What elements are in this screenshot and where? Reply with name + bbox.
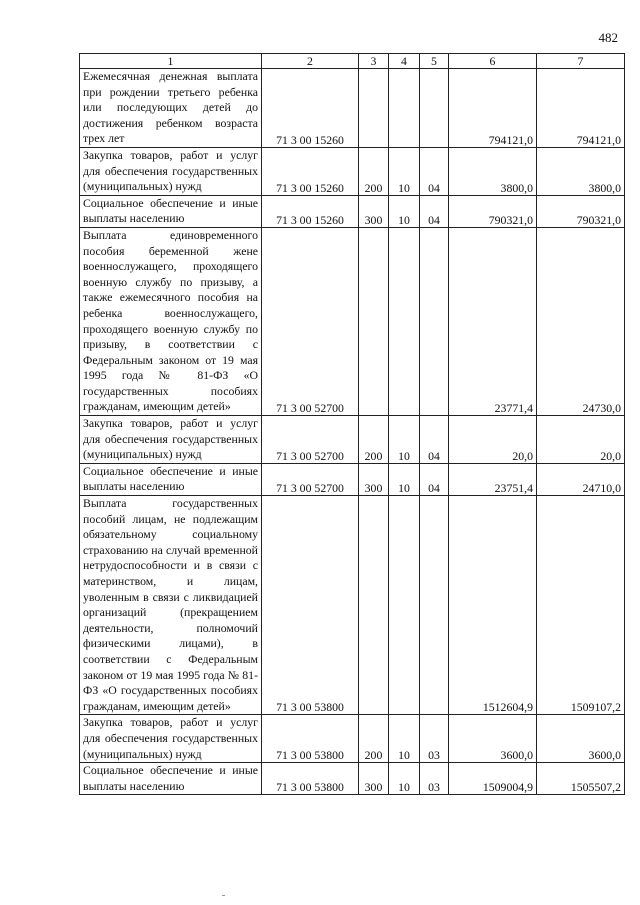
header-cell: 3: [359, 54, 389, 69]
description-cell: Закупка товаров, работ и услуг для обеспечения государственных (муниципальных) нужд: [80, 715, 262, 763]
type-cell: 300: [359, 463, 389, 495]
amount-cell-col7: 790321,0: [537, 195, 625, 227]
header-cell: 2: [262, 54, 359, 69]
description-cell: Закупка товаров, работ и услуг для обеспечения государственных (муниципальных) нужд: [80, 416, 262, 464]
subsection-cell: 04: [420, 463, 449, 495]
subsection-cell: [420, 496, 449, 715]
header-cell: 4: [389, 54, 420, 69]
amount-cell-col7: 1509107,2: [537, 496, 625, 715]
code-cell: 71 3 00 53800: [262, 496, 359, 715]
description-cell: Социальное обеспечение и иные выплаты населению: [80, 463, 262, 495]
amount-cell-col6: 3800,0: [449, 147, 537, 195]
table-row: [80, 416, 625, 464]
code-cell: 71 3 00 15260: [262, 195, 359, 227]
amount-cell-col6: 794121,0: [449, 69, 537, 148]
header-cell: 1: [80, 54, 262, 69]
section-cell: 10: [389, 715, 420, 763]
table-row: [80, 227, 625, 415]
amount-cell-col6: 23751,4: [449, 463, 537, 495]
code-cell: 71 3 00 52700: [262, 463, 359, 495]
page-number: 482: [598, 30, 618, 45]
amount-cell-col6: 790321,0: [449, 195, 537, 227]
section-cell: 10: [389, 147, 420, 195]
header-cell: 5: [420, 54, 449, 69]
table-row: [80, 715, 625, 763]
section-cell: [389, 69, 420, 148]
amount-cell-col7: 3800,0: [537, 147, 625, 195]
amount-cell-col6: 1509004,9: [449, 763, 537, 795]
amount-cell-col7: 20,0: [537, 416, 625, 464]
table-row: [80, 195, 625, 227]
amount-cell-col7: 24730,0: [537, 227, 625, 415]
subsection-cell: 03: [420, 763, 449, 795]
section-cell: [389, 227, 420, 415]
amount-cell-col7: 1505507,2: [537, 763, 625, 795]
scan-speck: [222, 895, 225, 896]
table-row: [80, 763, 625, 795]
amount-cell-col7: 24710,0: [537, 463, 625, 495]
description-cell: Социальное обеспечение и иные выплаты населению: [80, 763, 262, 795]
table-row: [80, 496, 625, 715]
header-row: [80, 54, 625, 69]
amount-cell-col6: 1512604,9: [449, 496, 537, 715]
type-cell: 200: [359, 147, 389, 195]
subsection-cell: [420, 69, 449, 148]
budget-table: [79, 53, 625, 795]
code-cell: 71 3 00 15260: [262, 69, 359, 148]
section-cell: 10: [389, 416, 420, 464]
amount-cell-col6: 20,0: [449, 416, 537, 464]
code-cell: 71 3 00 53800: [262, 763, 359, 795]
description-cell: Закупка товаров, работ и услуг для обеспечения государственных (муниципальных) нужд: [80, 147, 262, 195]
subsection-cell: 04: [420, 195, 449, 227]
subsection-cell: 04: [420, 416, 449, 464]
type-cell: [359, 496, 389, 715]
description-cell: Выплата государственных пособий лицам, не подлежащим обязательному социальному страхованию на случай временной нетрудоспособности и в связи с материнством, и лицам, уволенным в связи с ликвидацией организаций (прекращением деятельности, полномочий физическими лицами), в соответствии с Федеральным законом от 19 мая 1995 года № 81-ФЗ «О государственных пособиях гражданам, имеющим детей»: [80, 496, 262, 715]
type-cell: [359, 69, 389, 148]
code-cell: 71 3 00 52700: [262, 227, 359, 415]
subsection-cell: 03: [420, 715, 449, 763]
type-cell: 200: [359, 715, 389, 763]
type-cell: 300: [359, 763, 389, 795]
description-cell: Выплата единовременного пособия беременной жене военнослужащего, проходящего военную службу по призыву, а также ежемесячного пособия на ребенка военнослужащего, проходящего военную службу по призыву, в соответствии с Федеральным законом от 19 мая 1995 года № 81-ФЗ «О государственных пособиях гражданам, имеющим детей»: [80, 227, 262, 415]
amount-cell-col7: 794121,0: [537, 69, 625, 148]
subsection-cell: 04: [420, 147, 449, 195]
amount-cell-col6: 23771,4: [449, 227, 537, 415]
table-row: [80, 69, 625, 148]
type-cell: [359, 227, 389, 415]
code-cell: 71 3 00 53800: [262, 715, 359, 763]
code-cell: 71 3 00 52700: [262, 416, 359, 464]
code-cell: 71 3 00 15260: [262, 147, 359, 195]
section-cell: 10: [389, 763, 420, 795]
amount-cell-col7: 3600,0: [537, 715, 625, 763]
section-cell: 10: [389, 463, 420, 495]
amount-cell-col6: 3600,0: [449, 715, 537, 763]
section-cell: 10: [389, 195, 420, 227]
header-cell: 6: [449, 54, 537, 69]
type-cell: 300: [359, 195, 389, 227]
section-cell: [389, 496, 420, 715]
description-cell: Ежемесячная денежная выплата при рождении третьего ребенка или последующих детей до достижения ребенком возраста трех лет: [80, 69, 262, 148]
subsection-cell: [420, 227, 449, 415]
table-row: [80, 463, 625, 495]
description-cell: Социальное обеспечение и иные выплаты населению: [80, 195, 262, 227]
table-row: [80, 147, 625, 195]
header-cell: 7: [537, 54, 625, 69]
type-cell: 200: [359, 416, 389, 464]
